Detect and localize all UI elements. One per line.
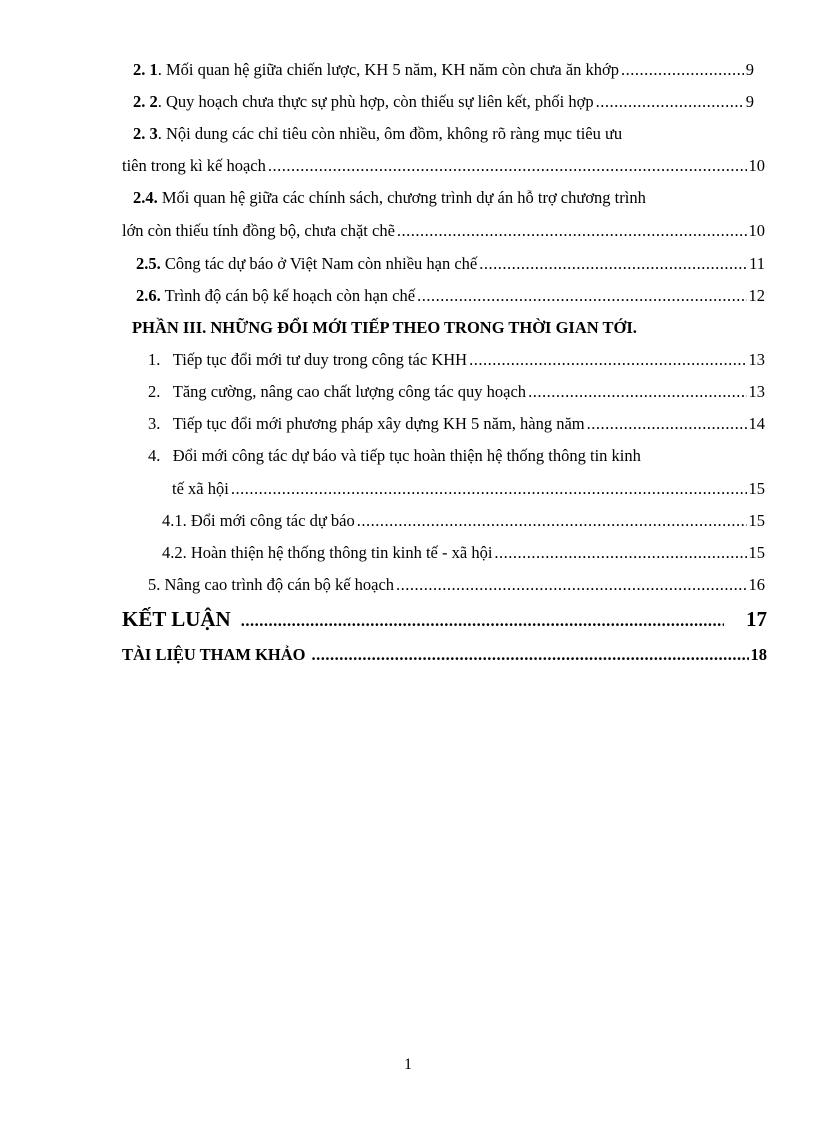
item-text-cont: tế xã hội — [172, 479, 229, 498]
toc-text: . Quy hoạch chưa thực sự phù hợp, còn thiếu sự liên kết, phối hợp — [157, 92, 594, 111]
part3-item-4[interactable] — [148, 445, 641, 467]
toc-text: Trình độ cán bộ kế hoạch còn hạn chế — [160, 286, 416, 305]
part3-item-4-2[interactable] — [162, 542, 765, 564]
item-text: Nâng cao trình độ cán bộ kế hoạch — [164, 575, 395, 594]
toc-text: Mối quan hệ giữa các chính sách, chương trình dự án hỗ trợ chương trình — [157, 188, 646, 207]
toc-num: 2. 1 — [133, 60, 158, 79]
toc-entry-2-4[interactable] — [133, 187, 646, 209]
item-num: 5. — [148, 575, 161, 594]
item-num: 2. — [148, 382, 161, 401]
item-page: 13 — [748, 382, 765, 401]
toc-entry-2-3-cont[interactable] — [122, 155, 765, 177]
leader-dots — [396, 574, 746, 596]
conclusion-label: KẾT LUẬN — [122, 607, 231, 631]
leader-dots — [469, 349, 746, 371]
part3-heading[interactable]: PHẦN III. NHỮNG ĐỔI MỚI TIẾP THEO TRONG THỜI GIAN TỚI. — [132, 318, 637, 337]
item-page: 15 — [748, 479, 765, 498]
leader-dots — [621, 59, 744, 81]
item-num: 4.1. — [162, 511, 187, 530]
leader-dots — [417, 285, 746, 307]
toc-text: . Nội dung các chỉ tiêu còn nhiều, ôm đồm, không rõ ràng mục tiêu ưu — [157, 124, 623, 143]
item-num: 4. — [148, 446, 161, 465]
item-text: Đổi mới công tác dự báo — [190, 511, 355, 530]
part3-item-4-cont[interactable] — [172, 478, 765, 500]
part3-item-5[interactable] — [148, 574, 765, 596]
item-num: 1. — [148, 350, 161, 369]
toc-page: 11 — [749, 254, 765, 273]
references-page: 18 — [750, 645, 767, 664]
leader-dots — [587, 413, 747, 435]
toc-num: 2.4. — [133, 188, 158, 207]
toc-text-cont: tiên trong kì kế hoạch — [122, 156, 266, 175]
part3-item-2[interactable] — [148, 381, 765, 403]
leader-dots — [528, 381, 746, 403]
toc-num: 2.5. — [136, 254, 161, 273]
leader-dots — [241, 608, 724, 634]
item-page: 13 — [748, 350, 765, 369]
toc-entry-2-2[interactable] — [133, 91, 754, 113]
item-page: 14 — [748, 414, 765, 433]
leader-dots — [494, 542, 746, 564]
item-page: 15 — [748, 543, 765, 562]
toc-num: 2.6. — [136, 286, 161, 305]
item-num: 4.2. — [162, 543, 187, 562]
item-text: Tăng cường, nâng cao chất lượng công tác quy hoạch — [172, 382, 527, 401]
leader-dots — [357, 510, 747, 532]
toc-entry-2-3[interactable] — [133, 123, 622, 145]
part3-item-4-1[interactable] — [162, 510, 765, 532]
references-label: TÀI LIỆU THAM KHẢO — [122, 645, 306, 664]
toc-entry-2-6[interactable] — [136, 285, 765, 307]
toc-page: 10 — [748, 221, 765, 240]
item-num: 3. — [148, 414, 161, 433]
leader-dots — [231, 478, 747, 500]
toc-entry-2-5[interactable] — [136, 253, 765, 275]
toc-references[interactable] — [122, 644, 767, 666]
toc-entry-2-4-cont[interactable] — [122, 220, 765, 242]
toc-page: 10 — [748, 156, 765, 175]
conclusion-page: 17 — [746, 607, 767, 631]
toc-text: . Mối quan hệ giữa chiến lược, KH 5 năm, KH năm còn chưa ăn khớp — [157, 60, 620, 79]
toc-num: 2. 2 — [133, 92, 158, 111]
leader-dots — [397, 220, 747, 242]
part3-item-1[interactable] — [148, 349, 765, 371]
part3-item-3[interactable] — [148, 413, 765, 435]
toc-text: Công tác dự báo ở Việt Nam còn nhiều hạn chế — [160, 254, 478, 273]
leader-dots — [268, 155, 747, 177]
toc-conclusion[interactable] — [122, 606, 767, 634]
item-page: 16 — [748, 575, 765, 594]
item-text: Hoàn thiện hệ thống thông tin kinh tế - xã hội — [190, 543, 493, 562]
toc-page: 12 — [748, 286, 765, 305]
toc-page: 9 — [745, 92, 754, 111]
toc-text-cont: lớn còn thiếu tính đồng bộ, chưa chặt chẽ — [122, 221, 395, 240]
item-text: Tiếp tục đổi mới tư duy trong công tác KHH — [172, 350, 468, 369]
item-page: 15 — [748, 511, 765, 530]
leader-dots — [479, 253, 747, 275]
toc-page: 9 — [745, 60, 754, 79]
leader-dots — [596, 91, 744, 113]
item-text: Đổi mới công tác dự báo và tiếp tục hoàn thiện hệ thống thông tin kinh — [172, 446, 641, 465]
page-number: 1 — [404, 1056, 412, 1073]
toc-num: 2. 3 — [133, 124, 158, 143]
item-text: Tiếp tục đổi mới phương pháp xây dựng KH 5 năm, hàng năm — [172, 414, 585, 433]
leader-dots — [312, 644, 749, 666]
toc-entry-2-1[interactable] — [133, 59, 754, 81]
